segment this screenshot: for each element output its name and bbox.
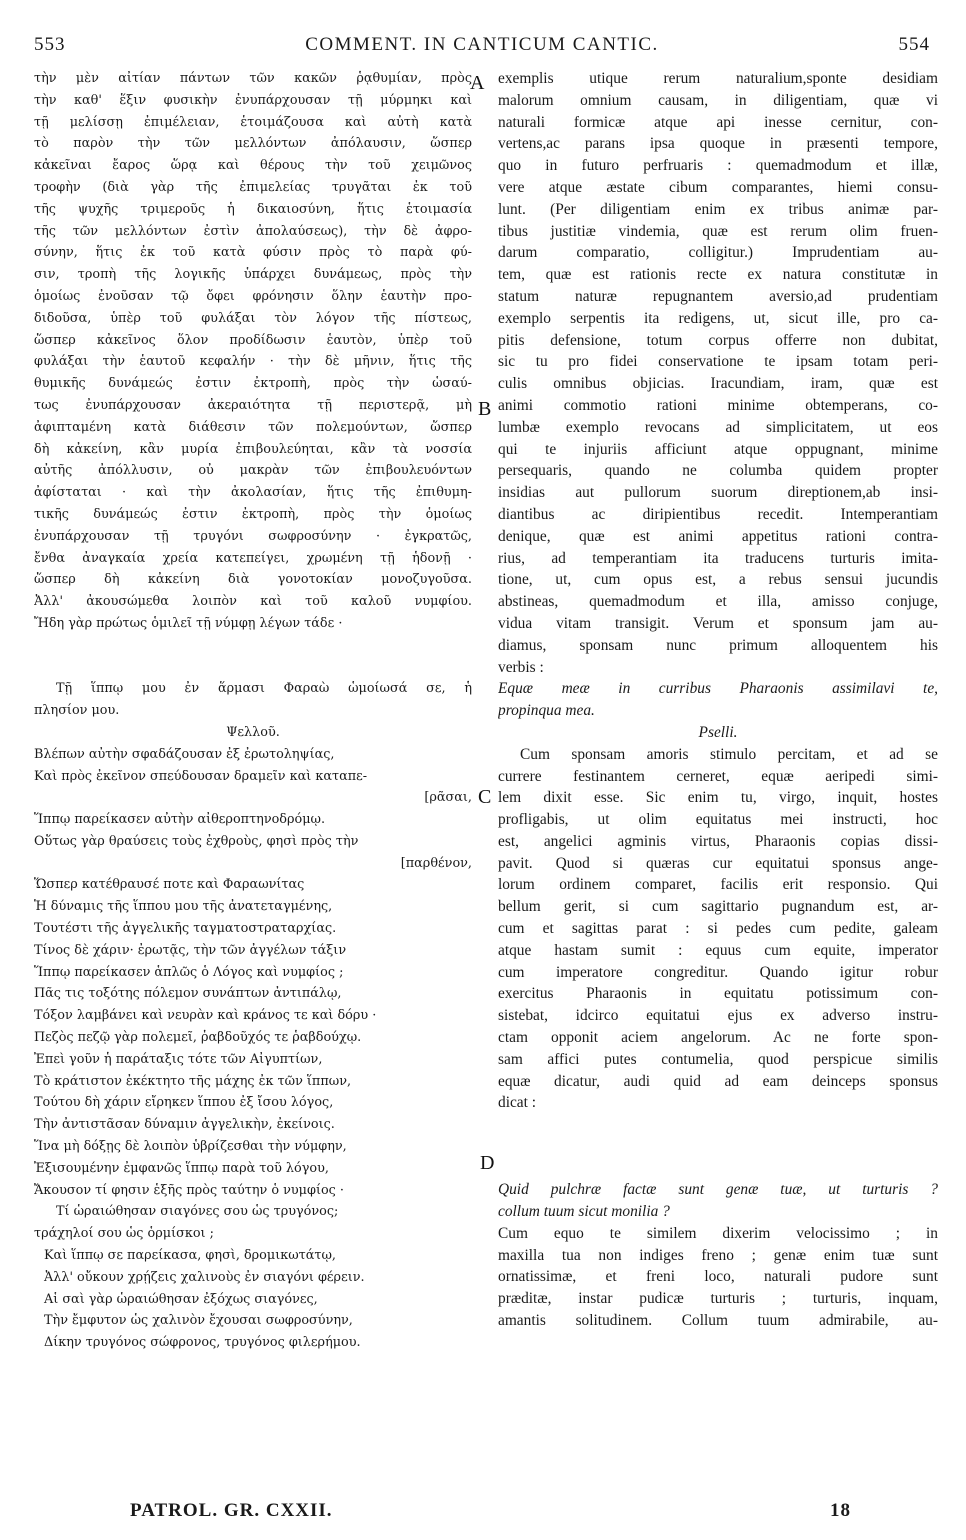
- text-line: Ὥσπερ κατέθραυσέ ποτε καὶ Φαραωνίτας: [34, 877, 305, 893]
- text-line: diamus, sponsam nunc primum alloquentem his: [498, 636, 938, 654]
- text-line: quo in futuro perfruaris : quemadmodum et illæ,: [498, 157, 938, 175]
- text-line: [ρᾶσαι,: [424, 790, 472, 806]
- text-line: insidias aut pullorum suorum direptionem,ab insi-: [498, 484, 938, 502]
- text-line: pitis defensione, totum corpus offerre non dubitat,: [498, 331, 938, 349]
- text-line: τροφὴν (διὰ γὰρ τῆς ἐπιμελείας τρυγᾶται ἐκ τοῦ: [34, 179, 472, 195]
- margin-letter-a: A: [470, 72, 485, 94]
- text-line: atque hastam sumit : equus cum equite, imperator: [498, 941, 938, 959]
- text-line: Ἀλλ' ἀκουσώμεθα λοιπὸν καὶ τοῦ καλοῦ νυμφίου.: [34, 594, 472, 610]
- text-line: Καὶ πρὸς ἐκεῖνον σπεύδουσαν δραμεῖν καὶ καταπε-: [34, 768, 368, 784]
- text-line: Οὕτως γὰρ θραύσεις τοὺς ἐχθροὺς, φησὶ πρὸς τὴν: [34, 833, 359, 849]
- text-line: σύνην, ἥτις ἐκ τοῦ κατὰ φύσιν πρὸς τὸ παρὰ φύ-: [34, 245, 472, 261]
- text-line: Quid pulchræ factæ sunt genæ tuæ, ut turturis ?: [498, 1181, 938, 1199]
- text-line: Πᾶς τις τοξότης πόλεμον συνάπτων ἀντιπάλῳ,: [34, 986, 342, 1002]
- running-title: COMMENT. IN CANTICUM CANTIC.: [305, 34, 659, 55]
- text-line: lumbæ exemplo revocans ad simplicitatem, ut eos: [498, 418, 938, 436]
- text-line: Ἀλλ' οὔκουν χρῄζεις χαλινοὺς ἐν σιαγόνι φέρειν.: [44, 1269, 365, 1285]
- greek-verses: [34, 744, 472, 1202]
- text-line: Ἤδη γὰρ πρώτως ὁμιλεῖ τῇ νύμφῃ λέγων τάδε ·: [34, 615, 343, 631]
- text-line: ctam opponit aciem angelorum. Ac ne forte spon-: [498, 1029, 938, 1047]
- text-line: currere festinantem cerneret, equæ aeripedi simi-: [498, 767, 938, 785]
- text-line: cum et sagittas parat : si pedes cum pedite, galeam: [498, 920, 938, 938]
- page-footer: [34, 1500, 930, 1530]
- text-line: Δίκην τρυγόνος σώφρονος, τρυγόνος φιλερήμου.: [44, 1335, 361, 1351]
- text-line: Ἡ δύναμις τῆς ἵππου μου τῆς ἀνατεταγμένης,: [34, 899, 333, 915]
- text-line: ὥσπερ δὴ κἀκείνη διὰ γονοτοκίαν μονοζυγοῦσα.: [34, 572, 472, 588]
- gathering-signature: 18: [830, 1500, 851, 1521]
- text-line: τράχηλοί σου ὡς ὁρμίσκοι ;: [34, 1226, 214, 1242]
- text-line: αὐτῆς ἀπόλλυσιν, οὐ μακρὰν τῶν ἐπιβουλευόντων: [34, 463, 472, 479]
- latin-final-paragraph: [498, 1223, 938, 1332]
- text-line: Ἐπεὶ γοῦν ἡ παράταξις τότε τῶν Αἰγυπτίων,: [34, 1051, 323, 1067]
- text-line: τὸ παρὸν τὴν τῶν μελλόντων ἀπόλαυσιν, ὥσπερ: [34, 136, 472, 152]
- text-line: κἀκεῖναι ἔαρος ὥρᾳ καὶ θέρους τὴν τοῦ χειμῶνος: [34, 158, 472, 174]
- text-line: malorum omnium causam, in diligentiam, quæ vi: [498, 91, 938, 109]
- latin-lemma: [498, 678, 938, 722]
- text-line: sam affici putes contumelia, quod perspicue similis: [498, 1050, 938, 1068]
- text-line: diantibus ac diripientibus recedit. Intemperantiam: [498, 505, 938, 523]
- page-number-left: 553: [34, 34, 66, 55]
- text-line: ὁμοίως ἐνοῦσαν τῷ ὄφει φρόνησιν ὅλην ἑαυτὴν προ-: [34, 288, 472, 304]
- text-line: τῇ μελίσσῃ ἐπιμέλειαν, ἑτοιμάζουσα καὶ αὐτὴ κατὰ: [34, 114, 472, 130]
- text-line: ἀφίσταται · καὶ τὴν ἀκολασίαν, ἥτις τῆς ἐπιθυμη-: [34, 485, 472, 501]
- text-line: culis omnibus objicias. Iracundiam, iram, quæ est: [498, 375, 938, 393]
- text-line: darum comparatio, colligitur.) Imprudentiam au-: [498, 244, 938, 262]
- text-line: vere atque æstate cibum comparantes, hiemi consu-: [498, 178, 938, 196]
- psellus-heading: Ψελλοῦ.: [226, 724, 280, 740]
- text-line: Ἄκουσον τί φησιν ἑξῆς πρὸς ταύτην ὁ νυμφίος ·: [34, 1182, 344, 1198]
- text-line: vertens,ac parans ipsa quoque in præsenti tempore,: [498, 135, 938, 153]
- text-line: pavit. Quod si quæras cur equitatui sponsus ange-: [498, 854, 938, 872]
- text-line: Τί ὡραιώθησαν σιαγόνες σου ὡς τρυγόνος;: [56, 1204, 339, 1220]
- greek-lemma: [34, 678, 472, 722]
- text-line: δὴ κἀκείνη, κἂν μυρία ἐπιβουλεύηται, κἂν τὰ νοσσία: [34, 441, 472, 457]
- text-line: rius, ad temperantiam ita traducens turturis imita-: [498, 549, 938, 567]
- text-line: Τίνος δὲ χάριν· ἐρωτᾷς, τὴν τῶν ἀγγέλων τάξιν: [34, 942, 347, 958]
- text-line: Τῇ ἵππῳ μου ἐν ἅρμασι Φαραὼ ὡμοίωσά σε, ἡ: [56, 681, 472, 697]
- text-line: exemplo serpentis ita redigens, ut, sicut ille, pro ca-: [498, 309, 938, 327]
- text-line: lorum ordinem comparet, facilis erit responsio. Qui: [498, 876, 938, 894]
- text-line: vidua vitam transigit. Verum et sponsum jam au-: [498, 614, 938, 632]
- text-line: Cum sponsam amoris stimulo percitam, et ad se: [520, 745, 938, 763]
- margin-letter-b: B: [478, 398, 492, 420]
- text-line: tione, ut, cum opus est, a rebus sensui jucundis: [498, 571, 938, 589]
- text-line: maxilla tua non indiges freno ; genæ enim tuæ sunt: [498, 1246, 938, 1264]
- text-line: naturali formicæ atque api inesse cernitur, con-: [498, 113, 938, 131]
- text-line: τικῆς δυνάμεώς ἐστιν ἐκτροπὴ, πρὸς τὴν ὁμοίως: [34, 506, 472, 522]
- text-line: Τὴν ἔμφυτον ὡς χαλινὸν ἔχουσαι σωφροσύνην,: [44, 1313, 353, 1329]
- text-line: denique, quæ est animi appetitus rationi contra-: [498, 527, 938, 545]
- text-line: lunt. (Per diligentiam enim ex tribus animæ par-: [498, 200, 938, 218]
- text-line: sistebat, idcirco equitatui ejus ex adverso instru-: [498, 1007, 938, 1025]
- text-line: Βλέπων αὐτὴν σφαδάζουσαν ἐξ ἐρωτοληψίας,: [34, 746, 335, 762]
- text-line: σιν, τροπὴ τῆς λογικῆς ὑπάρχει δυνάμεως, πρὸς τὴν: [34, 267, 472, 283]
- text-line: τὴν μὲν αἰτίαν πάντων τῶν κακῶν ῥᾳθυμίαν, πρὸς: [34, 71, 472, 86]
- latin-psellus-translation: [498, 744, 938, 1115]
- text-line: collum tuum sicut monilia ?: [498, 1203, 670, 1221]
- text-line: tem, quæ est rationis recte ex natura constitutæ in: [498, 266, 938, 284]
- text-line: πλησίον μου.: [34, 703, 120, 719]
- text-line: τως ἐνυπάρχουσαν ἀκεραιότητα τῇ περιστερᾷ, μὴ: [34, 397, 472, 413]
- latin-commentary: [498, 68, 938, 678]
- text-line: Equæ meæ in curribus Pharaonis assimilavi te,: [498, 680, 938, 698]
- pselli-heading: Pselli.: [698, 723, 738, 741]
- text-line: amantis solitudinem. Collum tuum admirabile, au-: [498, 1312, 938, 1330]
- text-line: Ἵππῳ παρείκασεν αὐτὴν αἰθεροπτηνοδρόμῳ.: [34, 812, 326, 828]
- text-line: ἀφιπταμένη κατὰ διάθεσιν τῶν πολεμούντων, ὥσπερ: [34, 419, 472, 435]
- greek-verses-2: [34, 1245, 472, 1354]
- text-line: ὥσπερ κἀκεῖνος ὅλον προδίδωσιν ἑαυτὸν, ὑπὲρ τοῦ: [34, 332, 472, 348]
- margin-letter-c: C: [478, 786, 492, 808]
- text-line: animi commotio rationi minime obtemperans, co-: [498, 396, 938, 414]
- latin-lemma-2: [498, 1179, 938, 1223]
- text-line: statum naturæ repugnantem aversio,ad prudentiam: [498, 287, 938, 305]
- greek-lemma-2: [34, 1201, 472, 1245]
- text-line: Ἵνα μὴ δόξῃς δὲ λοιπὸν ὑβρίζεσθαι τὴν νύμφην,: [34, 1139, 347, 1155]
- text-line: est, angelici agminis virtus, Pharaonis copias dissi-: [498, 832, 938, 850]
- text-line: Cum equo te similem dixerim velocissimo ; in: [498, 1224, 938, 1242]
- text-line: dicat :: [498, 1094, 537, 1112]
- text-line: ἐνυπάρχουσαν τῇ τρυγόνι σωφροσύνην · ἐγκρατῶς,: [34, 528, 472, 544]
- text-line: abstineas, quemadmodum et illa, amisso conjuge,: [498, 593, 938, 611]
- series-signature: PATROL. GR. CXXII.: [130, 1500, 333, 1521]
- text-line: exemplis utique rerum naturalium,sponte desidiam: [498, 70, 938, 87]
- page-number-right: 554: [898, 34, 930, 55]
- text-line: Καὶ ἵππῳ σε παρείκασα, φησὶ, δρομικωτάτῳ,: [44, 1248, 336, 1264]
- text-line: Πεζὸς πεζῷ γὰρ πολεμεῖ, ῥαβδοῦχός τε ῥαβδούχῳ.: [34, 1030, 362, 1046]
- text-line: ornatissimæ, et freni loco, naturali pudore sunt: [498, 1268, 938, 1286]
- text-line: [παρθένον,: [400, 855, 472, 871]
- text-line: φυλάξαι τὴν ἑαυτοῦ κεφαλήν · τὴν δὲ μῆνιν, ἥτις τῆς: [34, 354, 472, 370]
- text-line: cum imperatore congreditur. Quando igitur robur: [498, 963, 938, 981]
- text-line: propinqua mea.: [498, 702, 595, 720]
- greek-column: [34, 68, 472, 1488]
- text-line: ἔνθα ἀναγκαία χρεία κατεπείγει, χρωμένη τῇ ἡδονῇ ·: [34, 550, 472, 566]
- text-line: Ἐξισουμένην ἐμφανῶς ἵππῳ παρὰ τοῦ λόγου,: [34, 1160, 329, 1176]
- margin-letter-d: D: [480, 1152, 495, 1174]
- text-line: Τόξον λαμβάνει καὶ νευρὰν καὶ κράνος τε καὶ δόρυ ·: [34, 1008, 377, 1024]
- text-line: lem dixit esse. Sic enim tu, virgo, inquit, hostes: [498, 789, 938, 807]
- text-line: διδοῦσα, ὑπὲρ τοῦ φυλάξαι τὸν λόγον τῆς πίστεως,: [34, 310, 472, 326]
- greek-commentary: [34, 68, 472, 635]
- text-line: θυμικῆς δυνάμεώς ἐστιν ἐκτροπὴ, πρὸς τὴν ὡσαύ-: [34, 376, 472, 392]
- text-line: Αἱ σαὶ γὰρ ὡραιώθησαν ἐξόχως σιαγόνες,: [44, 1291, 318, 1307]
- text-line: τὴν καθ' ἕξιν φυσικὴν ἐνυπάρχουσαν τῇ μύρμηκι καὶ: [34, 92, 472, 108]
- text-line: Τούτου δὴ χάριν εἴρηκεν ἵππου ἐξ ἴσου λόγος,: [34, 1095, 334, 1111]
- text-line: exercitus Pharaonis in equitatu potissimum con-: [498, 985, 938, 1003]
- text-line: profligabis, ut olim equitatus mei instructi, hoc: [498, 811, 938, 829]
- text-line: qui te injuriis afficiunt atque oppugnant, minime: [498, 440, 938, 458]
- text-line: præditæ, instar pudicæ turturis ; turturis, inquam,: [498, 1290, 938, 1308]
- text-line: persequaris, quando ne columba quidem propter: [498, 462, 938, 480]
- text-line: bellum gerit, si cum sagittario pugnandum est, ar-: [498, 898, 938, 916]
- text-line: tibus justitiæ vindemia, quæ est rerum olim fruen-: [498, 222, 938, 240]
- text-line: Τὸ κράτιστον ἐκέκτητο τῆς μάχης ἐκ τῶν ἵππων,: [34, 1073, 352, 1089]
- text-line: equæ dicatur, audi quid ad eam deinceps sponsus: [498, 1072, 938, 1090]
- text-line: verbis :: [498, 658, 544, 676]
- text-line: Ἵππῳ παρείκασεν ἁπλῶς ὁ Λόγος καὶ νυμφίος ;: [34, 964, 344, 980]
- text-line: τῆς ψυχῆς τριμεροῦς ἡ δικαιοσύνη, ἥτις ἑτοιμασία: [34, 201, 472, 217]
- text-line: Τουτέστι τῆς ἀγγελικῆς ταγματοστραταρχίας.: [34, 921, 337, 937]
- text-line: sic tu pro fidei conservatione te ipsam totam peri-: [498, 353, 938, 371]
- text-line: Τὴν ἀντιστᾶσαν δύναμιν ἀγγελικὴν, ἐκείνοις.: [34, 1117, 335, 1133]
- page-header: [34, 34, 930, 64]
- latin-column: [498, 68, 938, 1488]
- text-line: τῆς τῶν μελλόντων ἐστὶν ἀπολαύσεως), τὴν δὲ ἀφρο-: [34, 223, 472, 239]
